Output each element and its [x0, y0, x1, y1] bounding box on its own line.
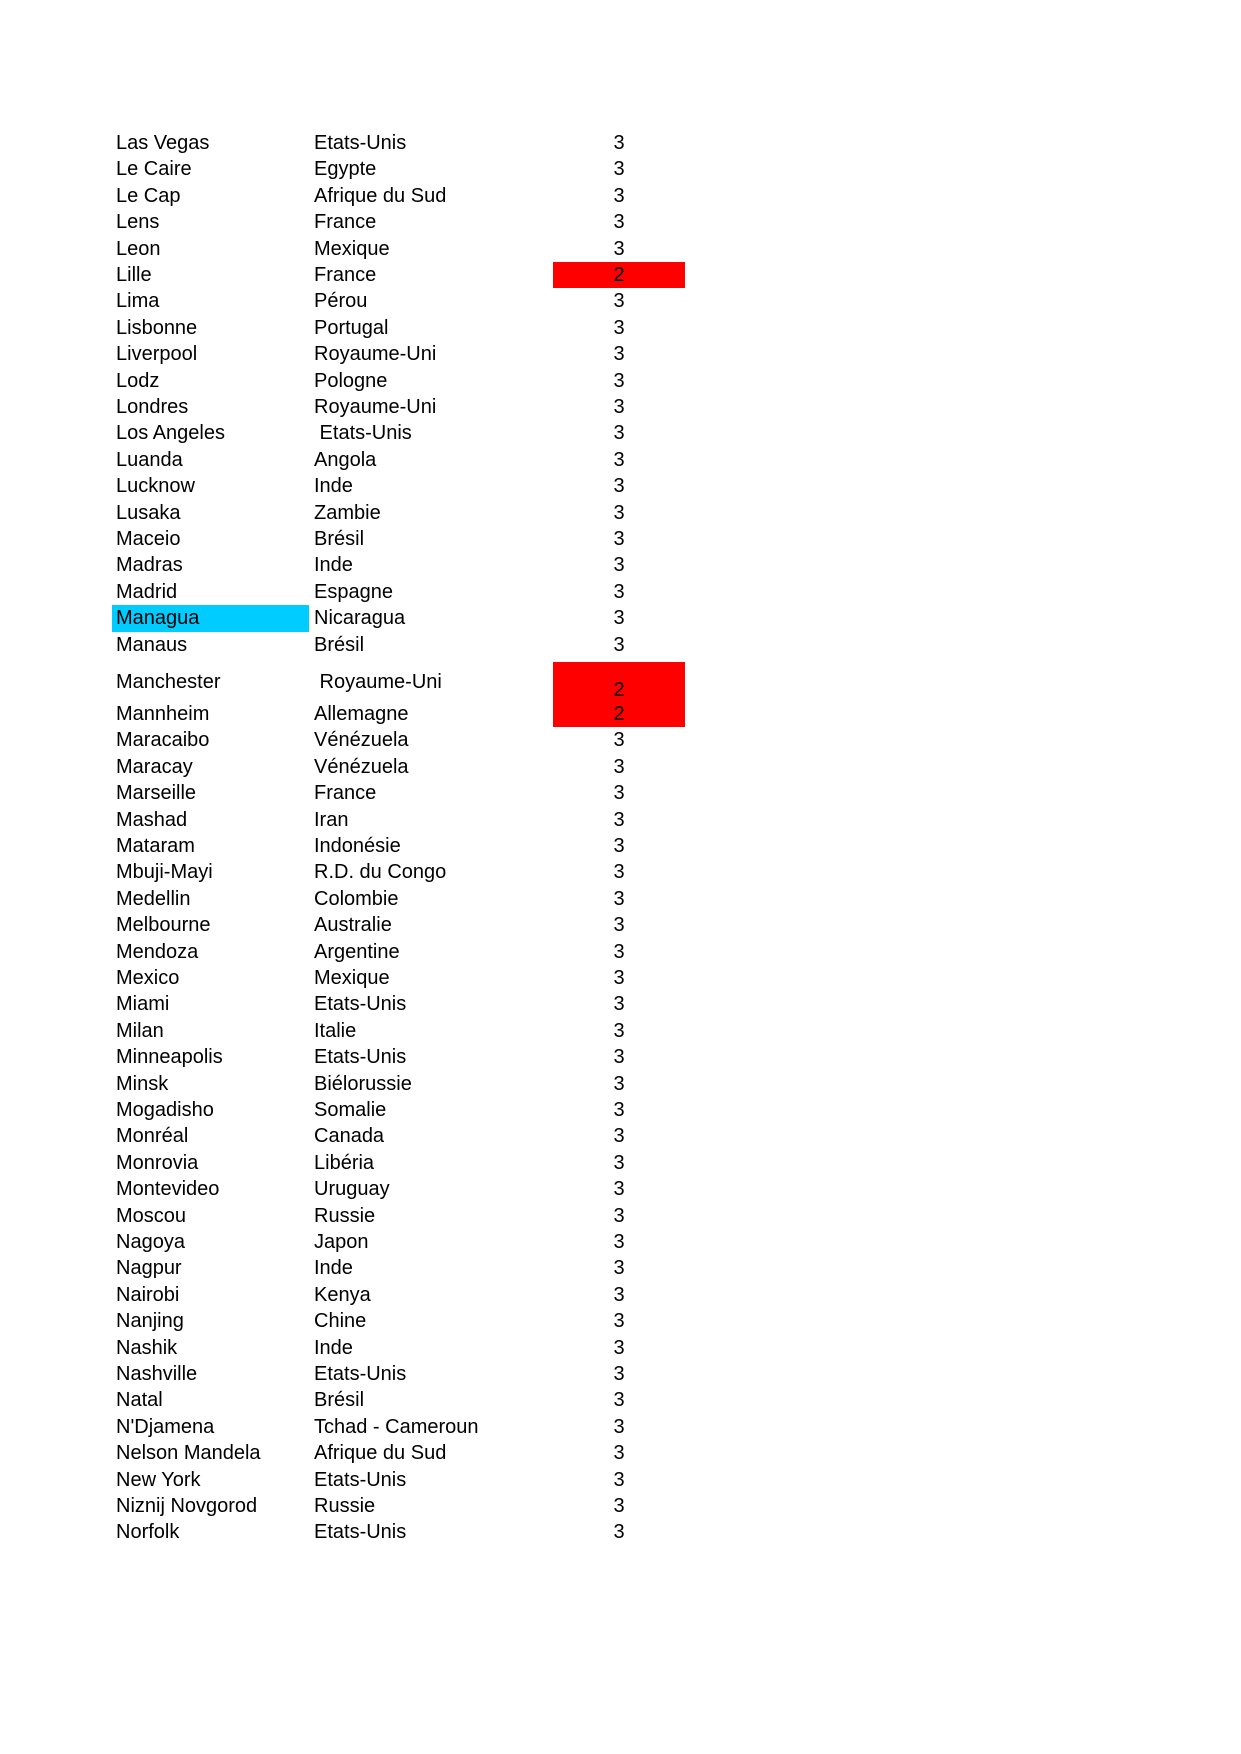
country-cell: Etats-Unis [314, 993, 407, 1016]
table-row [0, 1387, 1241, 1413]
table-row [0, 1308, 1241, 1334]
country-cell: Zambie [314, 501, 381, 524]
table-row [0, 1335, 1241, 1361]
value-cell: 3 [613, 1336, 625, 1359]
country-cell: Uruguay [314, 1178, 390, 1201]
city-cell: Luanda [116, 448, 183, 471]
country-cell: Inde [314, 554, 353, 577]
value-cell: 3 [613, 554, 625, 577]
table-row [0, 754, 1241, 780]
city-cell: Nagoya [116, 1231, 185, 1253]
city-cell: Melbourne [116, 914, 211, 937]
value-cell: 3 [613, 422, 625, 445]
city-cell: Nashville [116, 1363, 198, 1385]
value-cell: 3 [613, 290, 625, 313]
value-cell: 3 [613, 1125, 625, 1148]
country-cell: France [314, 211, 377, 234]
value-cell: 3 [613, 1283, 625, 1306]
city-cell: Niznij Novgorod [116, 1495, 258, 1517]
city-cell: Lille [116, 264, 152, 286]
value-cell: 3 [613, 755, 625, 778]
value-cell: 3 [613, 580, 625, 603]
country-cell: Espagne [314, 580, 393, 603]
value-cell: 3 [613, 607, 625, 630]
table-row [0, 1467, 1241, 1493]
city-cell: Nairobi [116, 1283, 180, 1306]
country-cell: Afrique du Sud [314, 1442, 447, 1465]
city-cell: Miami [116, 993, 170, 1016]
table-row [0, 1176, 1241, 1202]
table-row [0, 236, 1241, 262]
table-row [0, 939, 1241, 965]
table-row [0, 315, 1241, 341]
city-cell: Norfolk [116, 1521, 180, 1544]
country-cell: Angola [314, 448, 377, 471]
country-cell: Royaume-Uni [314, 671, 442, 693]
city-cell: Minsk [116, 1072, 169, 1095]
country-cell: Brésil [314, 1389, 365, 1412]
country-cell: Etats-Unis [314, 422, 412, 445]
country-cell: Libéria [314, 1151, 375, 1174]
country-cell: Portugal [314, 316, 389, 339]
table-row [0, 552, 1241, 578]
country-cell: Brésil [314, 528, 365, 550]
value-cell: 3 [613, 993, 625, 1016]
value-cell: 3 [613, 861, 625, 884]
table-row [0, 368, 1241, 394]
table-row [0, 1229, 1241, 1255]
city-cell: Lens [116, 211, 160, 234]
city-cell: Maracaibo [116, 729, 210, 752]
table-row [0, 447, 1241, 473]
country-cell: Canada [314, 1125, 385, 1148]
country-cell: Inde [314, 1336, 353, 1359]
value-cell: 3 [613, 782, 625, 805]
city-cell: Maracay [116, 755, 193, 778]
table-row [0, 1203, 1241, 1229]
table-row [0, 1519, 1241, 1545]
country-cell: Vénézuela [314, 755, 409, 778]
city-cell: Londres [116, 396, 189, 418]
table-row [0, 1097, 1241, 1123]
city-cell: Leon [116, 237, 161, 260]
value-cell: 3 [613, 1495, 625, 1517]
table-row [0, 991, 1241, 1017]
table-row [0, 288, 1241, 314]
city-cell: Los Angeles [116, 422, 225, 445]
table-row [0, 1150, 1241, 1176]
country-cell: Argentine [314, 940, 400, 963]
table-row [0, 1414, 1241, 1440]
city-cell: Nagpur [116, 1257, 182, 1280]
country-cell: Allemagne [314, 703, 409, 725]
table-row [0, 1440, 1241, 1466]
table-row [0, 420, 1241, 446]
country-cell: Chine [314, 1310, 367, 1333]
city-cell: Mexico [116, 967, 180, 989]
city-cell: Nashik [116, 1336, 178, 1359]
table-row [0, 183, 1241, 209]
city-cell: Moscou [116, 1204, 187, 1227]
city-cell: Mendoza [116, 940, 199, 963]
table-row [0, 965, 1241, 991]
city-cell: Mbuji-Mayi [116, 861, 213, 884]
value-cell: 3 [613, 1019, 625, 1042]
city-cell: Mannheim [116, 703, 210, 725]
country-cell: France [314, 264, 377, 286]
table-row [0, 209, 1241, 235]
value-cell: 3 [613, 448, 625, 471]
table-row [0, 1044, 1241, 1070]
table-row [0, 1282, 1241, 1308]
table-row [0, 605, 1241, 631]
value-cell: 3 [613, 940, 625, 963]
value-cell: 3 [613, 808, 625, 831]
country-cell: Russie [314, 1495, 376, 1517]
country-cell: Japon [314, 1231, 369, 1253]
value-cell: 3 [613, 1257, 625, 1280]
value-cell: 3 [613, 369, 625, 392]
table-row [0, 1123, 1241, 1149]
city-cell: Le Cap [116, 184, 181, 207]
table-row [0, 833, 1241, 859]
country-cell: Etats-Unis [314, 1521, 407, 1544]
city-cell: Manchester [116, 671, 221, 693]
table-row [0, 658, 1241, 701]
value-cell: 3 [613, 835, 625, 857]
value-cell: 3 [613, 1521, 625, 1544]
country-cell: Indonésie [314, 835, 401, 857]
value-cell: 3 [613, 1389, 625, 1412]
table-row [0, 1493, 1241, 1519]
city-cell: Natal [116, 1389, 163, 1412]
city-cell: Mashad [116, 808, 188, 831]
city-cell: Lusaka [116, 501, 181, 524]
country-cell: Pérou [314, 290, 368, 313]
table-row [0, 341, 1241, 367]
city-cell: Madras [116, 554, 183, 577]
value-cell: 3 [613, 1363, 625, 1385]
city-cell: Milan [116, 1019, 164, 1042]
country-cell: Vénézuela [314, 729, 409, 752]
city-cell: Lodz [116, 369, 160, 392]
value-cell: 3 [613, 729, 625, 752]
table-row [0, 500, 1241, 526]
value-cell: 3 [613, 1231, 625, 1253]
table-row [0, 912, 1241, 938]
table-row [0, 780, 1241, 806]
city-cell: N'Djamena [116, 1415, 215, 1438]
city-cell: Lisbonne [116, 316, 198, 339]
country-cell: Australie [314, 914, 392, 937]
country-cell: France [314, 782, 377, 805]
city-cell: Mataram [116, 835, 195, 857]
value-cell: 3 [613, 1204, 625, 1227]
value-cell: 3 [613, 887, 625, 910]
city-cell: Medellin [116, 887, 191, 910]
city-cell: Minneapolis [116, 1046, 223, 1069]
city-cell: Lucknow [116, 475, 195, 498]
value-cell: 3 [613, 475, 625, 498]
city-cell: Le Caire [116, 158, 192, 181]
value-cell: 3 [613, 132, 625, 154]
country-cell: Brésil [314, 633, 365, 656]
value-cell: 3 [613, 316, 625, 339]
city-cell: Maceio [116, 528, 181, 550]
country-cell: Mexique [314, 237, 390, 260]
country-cell: R.D. du Congo [314, 861, 447, 884]
value-cell: 3 [613, 158, 625, 181]
value-cell: 3 [613, 1151, 625, 1174]
city-cell: Manaus [116, 633, 188, 656]
city-cell: Madrid [116, 580, 178, 603]
city-cell: Lima [116, 290, 160, 313]
table-row [0, 1255, 1241, 1281]
city-cell: Nanjing [116, 1310, 184, 1333]
value-cell: 3 [613, 1178, 625, 1201]
value-cell: 3 [613, 633, 625, 656]
country-cell: Nicaragua [314, 607, 406, 630]
table-row [0, 130, 1241, 156]
table-row [0, 394, 1241, 420]
value-cell: 3 [613, 184, 625, 207]
city-cell: Marseille [116, 782, 197, 805]
value-cell: 3 [613, 343, 625, 366]
value-cell: 2 [613, 703, 625, 725]
country-cell: Kenya [314, 1283, 371, 1306]
country-cell: Colombie [314, 887, 399, 910]
table-row [0, 526, 1241, 552]
table-row [0, 886, 1241, 912]
value-cell: 2 [613, 264, 625, 286]
country-cell: Royaume-Uni [314, 343, 437, 366]
table-row [0, 262, 1241, 288]
value-cell: 3 [613, 1072, 625, 1095]
table-row [0, 156, 1241, 182]
city-cell: Managua [116, 607, 200, 630]
table-row [0, 632, 1241, 658]
city-cell: Liverpool [116, 343, 198, 366]
city-cell: Nelson Mandela [116, 1442, 261, 1465]
country-cell: Biélorussie [314, 1072, 412, 1095]
table-row [0, 727, 1241, 753]
country-cell: Etats-Unis [314, 132, 407, 154]
value-cell: 3 [613, 1468, 625, 1491]
value-cell: 3 [613, 1046, 625, 1069]
value-cell: 3 [613, 237, 625, 260]
value-cell: 3 [613, 914, 625, 937]
country-cell: Inde [314, 1257, 353, 1280]
table-row [0, 1071, 1241, 1097]
table-row [0, 807, 1241, 833]
country-cell: Mexique [314, 967, 390, 989]
country-cell: Somalie [314, 1099, 387, 1121]
value-cell: 3 [613, 1310, 625, 1333]
country-cell: Afrique du Sud [314, 184, 447, 207]
country-cell: Royaume-Uni [314, 396, 437, 418]
city-cell: Las Vegas [116, 132, 210, 154]
city-cell: Montevideo [116, 1178, 220, 1201]
table-row [0, 579, 1241, 605]
city-cell: Monrovia [116, 1151, 199, 1174]
table-row [0, 1018, 1241, 1044]
value-cell: 3 [613, 396, 625, 418]
country-cell: Inde [314, 475, 353, 498]
city-cell: Mogadisho [116, 1099, 214, 1121]
table-row [0, 1361, 1241, 1387]
value-cell: 3 [613, 1415, 625, 1438]
country-cell: Russie [314, 1204, 376, 1227]
country-cell: Iran [314, 808, 349, 831]
value-cell: 3 [613, 528, 625, 550]
country-cell: Italie [314, 1019, 357, 1042]
value-cell: 3 [613, 1442, 625, 1465]
country-cell: Etats-Unis [314, 1468, 407, 1491]
country-cell: Egypte [314, 158, 377, 181]
value-cell: 3 [613, 967, 625, 989]
value-cell: 3 [613, 501, 625, 524]
country-cell: Tchad - Cameroun [314, 1415, 479, 1438]
city-cell: New York [116, 1468, 201, 1491]
table-row [0, 701, 1241, 727]
country-cell: Etats-Unis [314, 1363, 407, 1385]
table-row [0, 473, 1241, 499]
value-cell: 3 [613, 1099, 625, 1121]
country-cell: Pologne [314, 369, 388, 392]
value-cell: 3 [613, 211, 625, 234]
table-row [0, 859, 1241, 885]
city-cell: Monréal [116, 1125, 189, 1148]
country-cell: Etats-Unis [314, 1046, 407, 1069]
value-cell: 2 [613, 679, 625, 701]
